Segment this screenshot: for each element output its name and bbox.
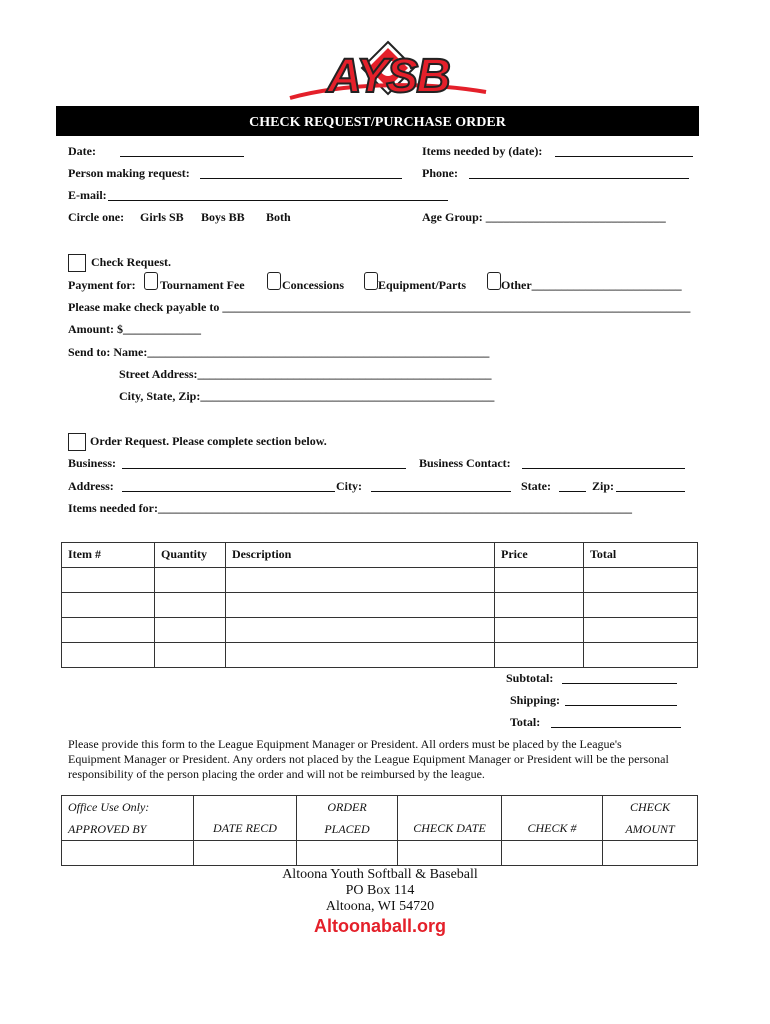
business-field[interactable] — [122, 456, 406, 469]
quantity-header: Quantity — [155, 543, 226, 568]
zip-label: Zip: — [592, 479, 615, 493]
order-request-heading: Order Request. Please complete section below. — [90, 434, 327, 448]
city-state-zip-field[interactable]: City, State, Zip:_________________________________________________ — [119, 389, 495, 403]
both-option[interactable]: Both — [266, 210, 291, 224]
office-use-cell — [62, 796, 194, 841]
send-to-name-field[interactable]: Send to: Name:_________________________________________________________ — [68, 345, 490, 359]
total-field[interactable] — [551, 715, 681, 728]
phone-label: Phone: — [422, 166, 458, 180]
tournament-fee-label: Tournament Fee — [160, 278, 245, 292]
subtotal-field[interactable] — [562, 671, 677, 684]
date-field[interactable] — [120, 144, 244, 157]
footer-po-box: PO Box 114 — [345, 883, 415, 898]
order-label: ORDER — [327, 800, 367, 814]
subtotal-label: Subtotal: — [506, 671, 554, 685]
other-checkbox[interactable] — [487, 272, 501, 290]
office-use-table — [61, 795, 698, 866]
payable-to-field[interactable]: Please make check payable to ______________________________________________________________________________ — [68, 300, 691, 314]
equipment-parts-label: Equipment/Parts — [378, 278, 467, 292]
notice-line: Please provide this form to the League Equipment Manager or President. All orders must be placed by the League's — [68, 737, 622, 751]
items-header-row — [62, 543, 698, 568]
office-entry-row[interactable] — [62, 841, 698, 866]
equipment-parts-checkbox[interactable] — [364, 272, 378, 290]
address-field[interactable] — [122, 479, 335, 492]
payment-for-label: Payment for: — [68, 278, 136, 292]
table-row[interactable] — [62, 568, 698, 593]
state-label: State: — [521, 479, 551, 493]
check-request-heading: Check Request. — [91, 255, 171, 269]
check-date-label: CHECK DATE — [398, 796, 502, 841]
date-label: Date: — [68, 144, 96, 158]
state-field[interactable] — [559, 479, 586, 492]
city-label: City: — [336, 479, 362, 493]
date-recd-label: DATE RECD — [194, 796, 297, 841]
age-group-field[interactable]: Age Group: ______________________________ — [422, 210, 666, 224]
notice-paragraph — [68, 737, 708, 782]
concessions-checkbox[interactable] — [267, 272, 281, 290]
street-address-field[interactable]: Street Address:_________________________________________________ — [119, 367, 492, 381]
table-row[interactable] — [62, 643, 698, 668]
check-amount-cell — [603, 796, 698, 841]
notice-line: Equipment Manager or President. Any orders not placed by the League Equipment Manager or President will be the personal — [68, 752, 669, 766]
items-needed-by-label: Items needed by (date): — [422, 144, 543, 158]
aysb-logo — [288, 40, 488, 104]
phone-field[interactable] — [469, 166, 689, 179]
price-header: Price — [495, 543, 584, 568]
total-header: Total — [584, 543, 698, 568]
zip-field[interactable] — [616, 479, 685, 492]
check-number-label: CHECK # — [502, 796, 603, 841]
office-use-only-label: Office Use Only: — [68, 800, 150, 814]
email-field[interactable] — [108, 188, 448, 201]
logo-text: AYSB — [327, 50, 449, 103]
person-making-request-label: Person making request: — [68, 166, 190, 180]
order-placed-cell — [297, 796, 398, 841]
footer-city: Altoona, WI 54720 — [325, 899, 435, 914]
form-title: CHECK REQUEST/PURCHASE ORDER — [56, 106, 699, 136]
total-label: Total: — [510, 715, 541, 729]
city-field[interactable] — [371, 479, 511, 492]
notice-line: responsibility of the person placing the order and will not be reimbursed by the league. — [68, 767, 485, 781]
check-request-checkbox[interactable] — [68, 254, 86, 272]
address-label: Address: — [68, 479, 114, 493]
table-row[interactable] — [62, 618, 698, 643]
item-number-header: Item # — [62, 543, 155, 568]
table-row[interactable] — [62, 593, 698, 618]
girls-sb-option[interactable]: Girls SB — [140, 210, 184, 224]
items-table — [61, 542, 698, 668]
business-label: Business: — [68, 456, 117, 470]
business-contact-label: Business Contact: — [419, 456, 511, 470]
approved-by-label: APPROVED BY — [68, 822, 147, 836]
amount-label: AMOUNT — [625, 822, 675, 836]
concessions-label: Concessions — [282, 278, 345, 292]
person-making-request-field[interactable] — [200, 166, 402, 179]
footer-org: Altoona Youth Softball & Baseball — [282, 867, 478, 882]
items-needed-for-field[interactable]: Items needed for:_______________________________________________________________________________ — [68, 501, 632, 515]
check-label: CHECK — [629, 800, 670, 814]
shipping-field[interactable] — [565, 693, 677, 706]
other-field[interactable]: Other_________________________ — [501, 278, 682, 292]
footer — [230, 867, 530, 937]
items-needed-by-field[interactable] — [555, 144, 693, 157]
order-request-checkbox[interactable] — [68, 433, 86, 451]
shipping-label: Shipping: — [510, 693, 561, 707]
placed-label: PLACED — [324, 822, 370, 836]
tournament-fee-checkbox[interactable] — [144, 272, 158, 290]
footer-website-link[interactable]: Altoonaball.org — [314, 916, 446, 936]
email-label: E-mail: — [68, 188, 107, 202]
description-header: Description — [226, 543, 495, 568]
boys-bb-option[interactable]: Boys BB — [201, 210, 245, 224]
circle-one-label: Circle one: — [68, 210, 125, 224]
office-header-row — [62, 796, 698, 841]
amount-field[interactable]: Amount: $_____________ — [68, 322, 202, 336]
business-contact-field[interactable] — [522, 456, 685, 469]
